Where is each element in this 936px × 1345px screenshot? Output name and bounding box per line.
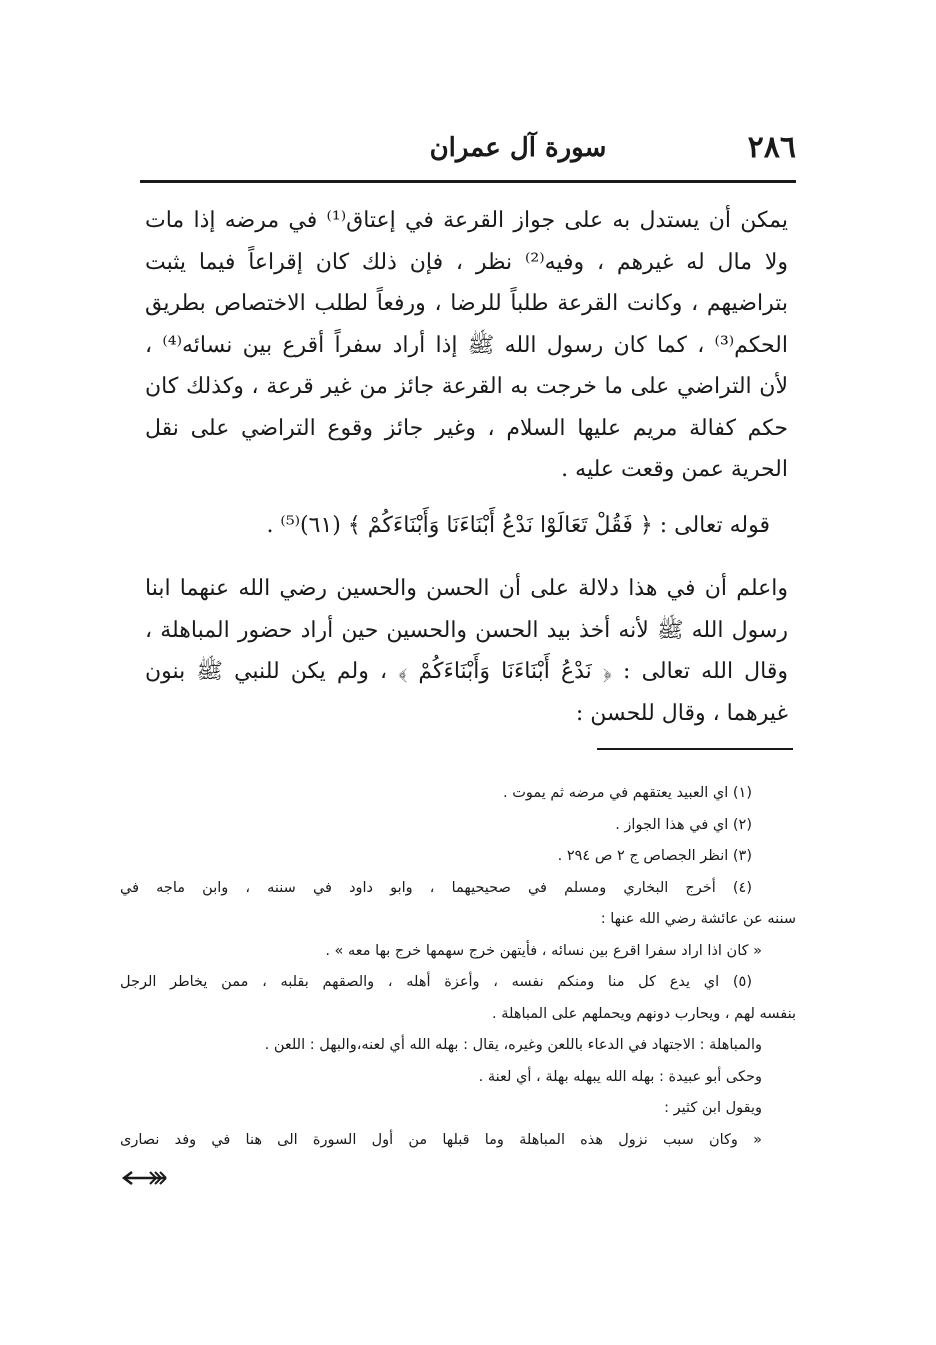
text-line: الحكم⁽³⁾ ، كما كان رسول الله ﷺ إذا أراد سفراً أقرع بين نسائه⁽⁴⁾ ، (145, 332, 788, 358)
verse-line: قوله تعالى : ﴿ فَقُلْ تَعَالَوْا نَدْعُ أَبْنَاءَنَا وَأَبْنَاءَكُمْ ﴾ (٦١)⁽⁵⁾ . (266, 512, 770, 538)
footnote-4-continued: سننه عن عائشة رضي الله عنها : (600, 911, 796, 927)
surah-title: سورة آل عمران (429, 133, 607, 163)
text-line: يمكن أن يستدل به على جواز القرعة في إعتاق⁽¹⁾ في مرضه إذا مات (145, 208, 788, 233)
continuation-arrow-icon (120, 1168, 170, 1188)
footnote-5: (٥) اي يدع كل منا ومنكم نفسه ، وأعزة أهله ، والصقهم بقلبه ، ممن يخاطر الرجل (120, 974, 752, 990)
footnote-3: (٣) انظر الجصاص ج ٢ ص ٢٩٤ . (557, 848, 752, 864)
footnote-4-quote: « كان اذا اراد سفرا اقرع بين نسائه ، فأيتهن خرج سهمها خرج بها معه » . (325, 942, 762, 959)
text-line: واعلم أن في هذا دلالة على أن الحسن والحسين رضي الله عنهما ابنا (145, 576, 788, 601)
text-line: ولا مال له غيرهم ، وفيه⁽²⁾ نظر ، فإن ذلك كان إقراعاً فيما يثبت (145, 249, 788, 275)
footnotes (120, 778, 810, 1156)
text-line: لأن التراضي على ما خرجت به القرعة جائز من غير قرعة ، وكذلك كان (145, 374, 788, 399)
page-number: ٢٨٦ (747, 130, 796, 165)
paragraph-3 (145, 568, 788, 734)
paragraph-1 (145, 200, 788, 491)
header-divider (140, 180, 796, 183)
footnote-5-mubahala: والمباهلة : الاجتهاد في الدعاء باللعن وغيره، يقال : بهله الله أي لعنه،والبهل : اللعن . (264, 1037, 762, 1053)
footnote-5-quote: « وكان سبب نزول هذه المباهلة وما قبلها من أول السورة الى هنا في وفد نصارى (120, 1131, 762, 1148)
page-header (140, 128, 796, 168)
footnote-4: (٤) أخرج البخاري ومسلم في صحيحيهما ، وابو داود في سننه ، وابن ماجه في (120, 879, 752, 896)
footnote-divider (597, 748, 793, 750)
footnote-5-ibn-kathir: ويقول ابن كثير : (664, 1100, 762, 1116)
text-line: رسول الله ﷺ لأنه أخذ بيد الحسن والحسين حين أراد حضور المباهلة ، (145, 617, 788, 643)
text-line: حكم كفالة مريم عليها السلام ، وغير جائز وقوع التراضي على نقل (145, 415, 788, 441)
footnote-2: (٢) اي في هذا الجواز . (615, 816, 752, 833)
main-text (145, 200, 788, 734)
footnote-5-continued: بنفسه لهم ، ويحارب دونهم ويحملهم على المباهلة . (492, 1005, 796, 1022)
text-line: الحرية عمن وقعت عليه . (561, 457, 788, 482)
footnote-1: (١) اي العبيد يعتقهم في مرضه ثم يموت . (503, 785, 752, 801)
text-line: وقال الله تعالى : ﴿ نَدْعُ أَبْنَاءَنَا وَأَبْنَاءَكُمْ ﴾ ، ولم يكن للنبي ﷺ بنون (145, 659, 788, 684)
footnote-5-abu-ubaida: وحكى أبو عبيدة : بهله الله يبهله بهلة ، أي لعنة . (478, 1068, 762, 1085)
text-line: غيرهما ، وقال للحسن : (575, 700, 788, 726)
paragraph-2-verse (145, 505, 788, 547)
text-line: بتراضيهم ، وكانت القرعة طلباً للرضا ، ورفعاً لطلب الاختصاص بطريق (145, 291, 788, 316)
